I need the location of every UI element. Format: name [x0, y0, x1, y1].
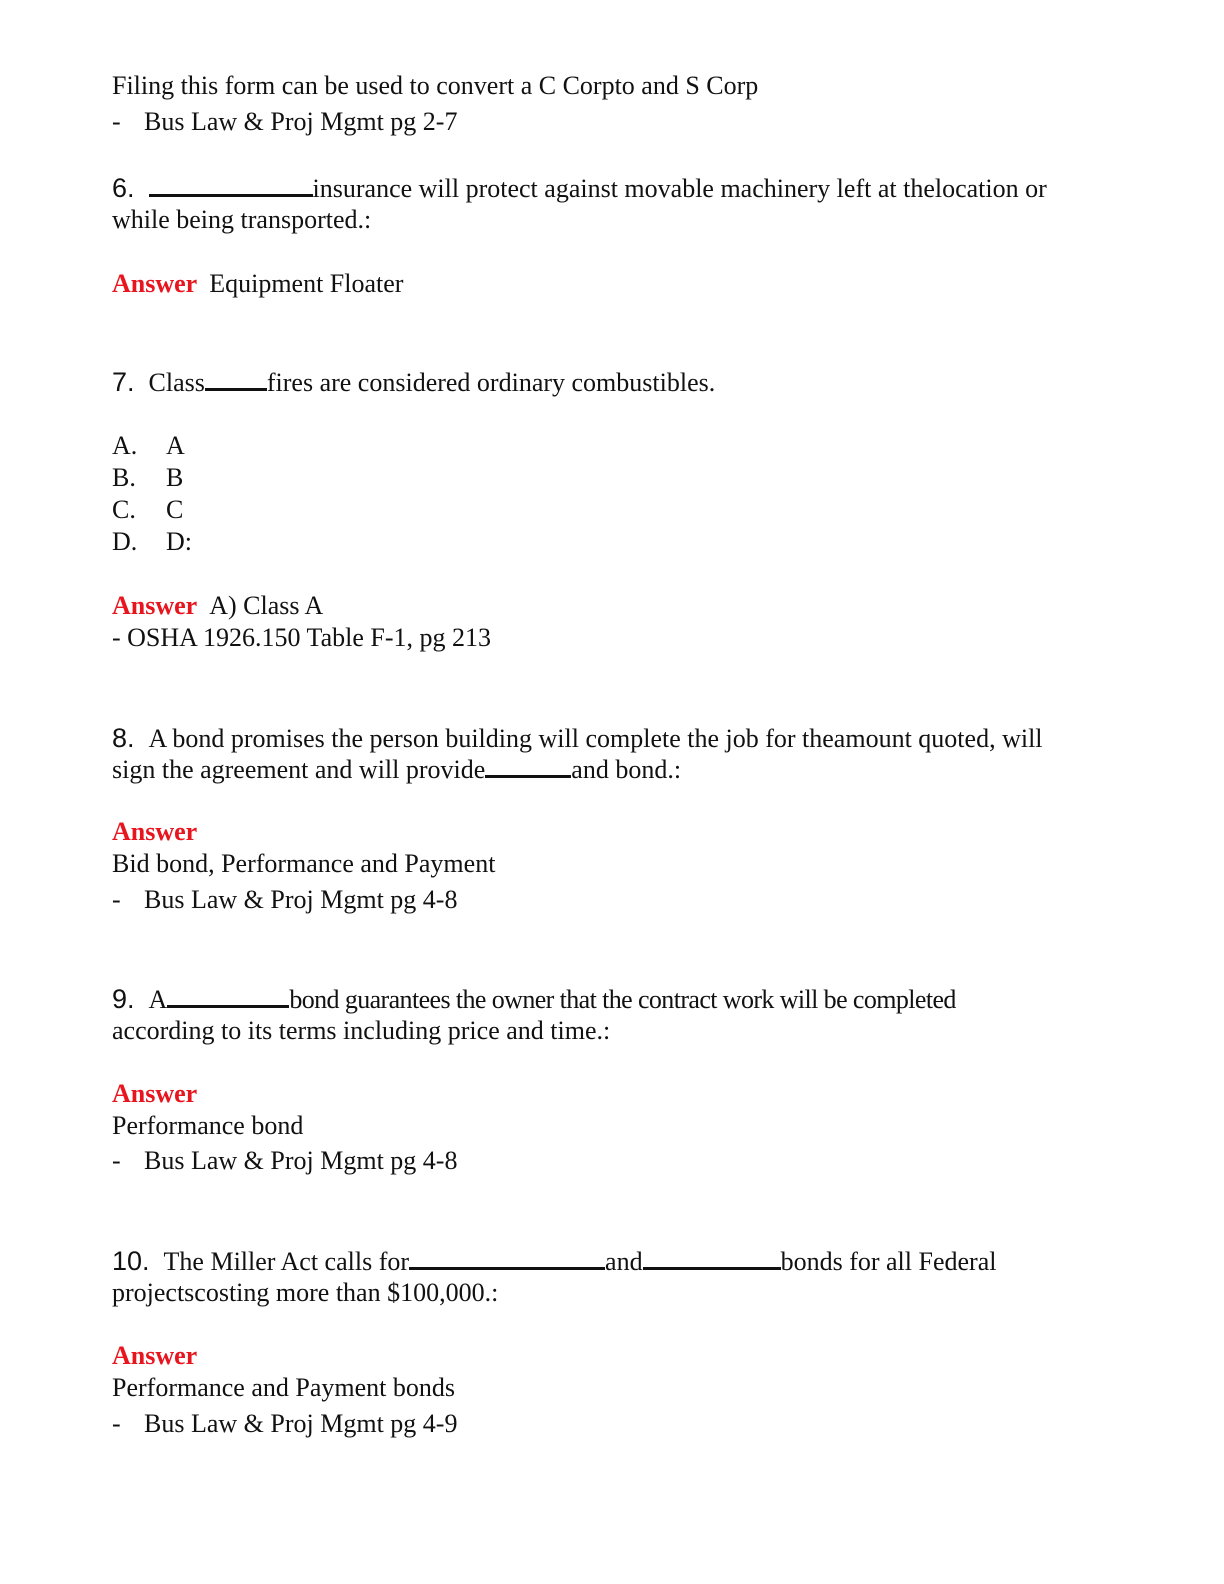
reference-dash: -	[112, 1409, 121, 1438]
question-number: 8.	[112, 723, 135, 753]
question-8	[112, 722, 1043, 755]
question-8-line-2	[112, 754, 681, 786]
question-7	[112, 366, 715, 399]
option-letter: C.	[112, 495, 136, 524]
reference-text: Bus Law & Proj Mgmt pg 4-9	[144, 1409, 458, 1438]
intro-text: Filing this form can be used to convert a C Corpto and S Corp	[112, 71, 759, 100]
answer-text: A) Class A	[209, 591, 324, 620]
fill-in-blank-2	[643, 1247, 781, 1270]
reference-text: Bus Law & Proj Mgmt pg 4-8	[144, 885, 458, 914]
question-10	[112, 1245, 996, 1278]
question-6-line-2: while being transported.:	[112, 205, 372, 234]
answer-8-label	[112, 816, 209, 848]
question-6	[112, 172, 1047, 205]
question-number: 7.	[112, 367, 135, 397]
option-text: B	[166, 463, 184, 492]
question-text-mid: and	[605, 1247, 643, 1276]
question-text-before: Class	[148, 368, 205, 397]
answer-10-label	[112, 1340, 209, 1372]
answer-8-text: Bid bond, Performance and Payment	[112, 849, 496, 878]
answer-9-text: Performance bond	[112, 1111, 304, 1140]
option-a	[112, 430, 185, 462]
question-number: 6.	[112, 173, 135, 203]
fill-in-blank	[149, 174, 313, 197]
intro-reference	[112, 106, 457, 138]
question-text-after: and bond.:	[571, 755, 682, 784]
reference-text: Bus Law & Proj Mgmt pg 4-8	[144, 1146, 458, 1175]
answer-7	[112, 590, 323, 622]
reference-dash: -	[112, 107, 121, 136]
answer-8-reference	[112, 884, 457, 916]
answer-10-text: Performance and Payment bonds	[112, 1373, 455, 1402]
answer-6	[112, 268, 403, 300]
fill-in-blank-1	[409, 1247, 605, 1270]
question-number: 10.	[112, 1246, 150, 1276]
option-letter: D.	[112, 527, 138, 556]
answer-label: Answer	[112, 1341, 198, 1370]
question-text-before: The Miller Act calls for	[163, 1247, 410, 1276]
fill-in-blank	[485, 755, 571, 778]
question-text-after: bond guarantees the owner that the contract work will be completed	[289, 985, 956, 1014]
fill-in-blank	[167, 985, 289, 1008]
question-text-after: bonds for all Federal	[780, 1247, 997, 1276]
question-text-before: sign the agreement and will provide	[112, 755, 486, 784]
option-letter: B.	[112, 463, 136, 492]
fill-in-blank	[205, 368, 267, 391]
question-text-after: fires are considered ordinary combustibles.	[266, 368, 716, 397]
question-10-line-2: projectscosting more than $100,000.:	[112, 1278, 499, 1307]
answer-label: Answer	[112, 591, 198, 620]
option-text: D:	[166, 527, 192, 556]
option-text: A	[166, 431, 185, 460]
option-d	[112, 526, 192, 558]
answer-10-reference	[112, 1408, 457, 1440]
option-letter: A.	[112, 431, 138, 460]
answer-7-reference: - OSHA 1926.150 Table F-1, pg 213	[112, 623, 492, 652]
reference-dash: -	[112, 1146, 121, 1175]
question-9	[112, 983, 956, 1016]
answer-label: Answer	[112, 817, 198, 846]
question-9-line-2: according to its terms including price and time.:	[112, 1016, 611, 1045]
reference-text: Bus Law & Proj Mgmt pg 2-7	[144, 107, 458, 136]
question-number: 9.	[112, 984, 135, 1014]
answer-label: Answer	[112, 1079, 198, 1108]
answer-text: Equipment Floater	[209, 269, 404, 298]
option-b	[112, 462, 183, 494]
question-text-before: A	[148, 985, 168, 1014]
answer-9-label	[112, 1078, 209, 1110]
option-c	[112, 494, 183, 526]
question-text: A bond promises the person building will complete the job for theamount quoted, will	[148, 724, 1043, 753]
answer-9-reference	[112, 1145, 457, 1177]
answer-label: Answer	[112, 269, 198, 298]
question-text: insurance will protect against movable machinery left at thelocation or	[312, 174, 1047, 203]
reference-dash: -	[112, 885, 121, 914]
option-text: C	[166, 495, 184, 524]
